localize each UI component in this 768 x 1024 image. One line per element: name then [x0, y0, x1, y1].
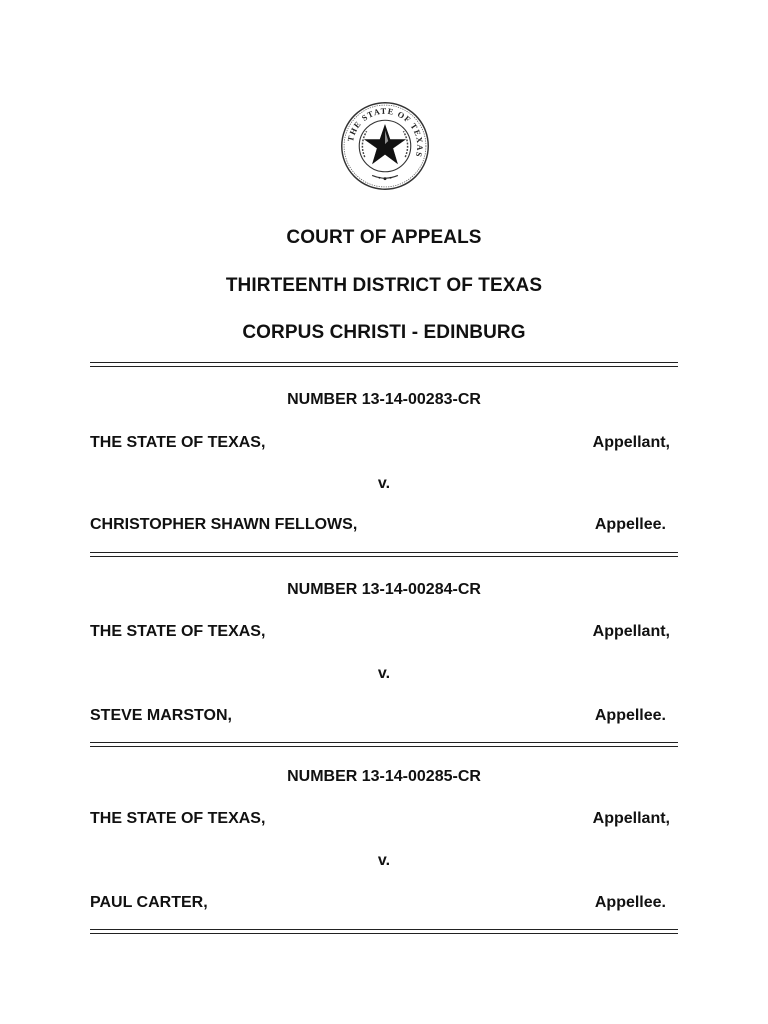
appellee-row [90, 706, 670, 726]
appellee-row [90, 515, 670, 535]
versus-label: v. [377, 475, 391, 492]
court-district: THIRTEENTH DISTRICT OF TEXAS [225, 275, 543, 296]
double-rule-divider [90, 929, 678, 934]
appellee-name: PAUL CARTER, [90, 894, 208, 911]
versus-label: v. [377, 665, 391, 682]
court-title: COURT OF APPEALS [286, 227, 482, 248]
double-rule-divider [90, 742, 678, 747]
appellee-name: CHRISTOPHER SHAWN FELLOWS, [90, 516, 358, 533]
appellee-role: Appellee. [594, 894, 666, 911]
appellant-role: Appellant, [592, 623, 670, 640]
case-number: NUMBER 13-14-00283-CR [287, 391, 481, 408]
appellant-row [90, 809, 670, 829]
case-number: NUMBER 13-14-00284-CR [287, 581, 481, 598]
appellant-row [90, 622, 670, 642]
texas-state-seal-icon [339, 100, 431, 192]
appellee-role: Appellee. [594, 516, 666, 533]
appellant-name: THE STATE OF TEXAS, [90, 434, 266, 451]
appellee-role: Appellee. [594, 707, 666, 724]
appellant-row [90, 433, 670, 453]
court-location: CORPUS CHRISTI - EDINBURG [242, 322, 526, 343]
appellee-name: STEVE MARSTON, [90, 707, 232, 724]
appellant-name: THE STATE OF TEXAS, [90, 623, 266, 640]
appellant-role: Appellant, [592, 810, 670, 827]
appellee-row [90, 893, 670, 913]
case-number: NUMBER 13-14-00285-CR [287, 768, 481, 785]
versus-label: v. [377, 852, 391, 869]
double-rule-divider [90, 362, 678, 367]
svg-text:THE STATE OF TEXAS: THE STATE OF TEXAS [346, 106, 425, 159]
double-rule-divider [90, 552, 678, 557]
appellant-name: THE STATE OF TEXAS, [90, 810, 266, 827]
appellant-role: Appellant, [592, 434, 670, 451]
